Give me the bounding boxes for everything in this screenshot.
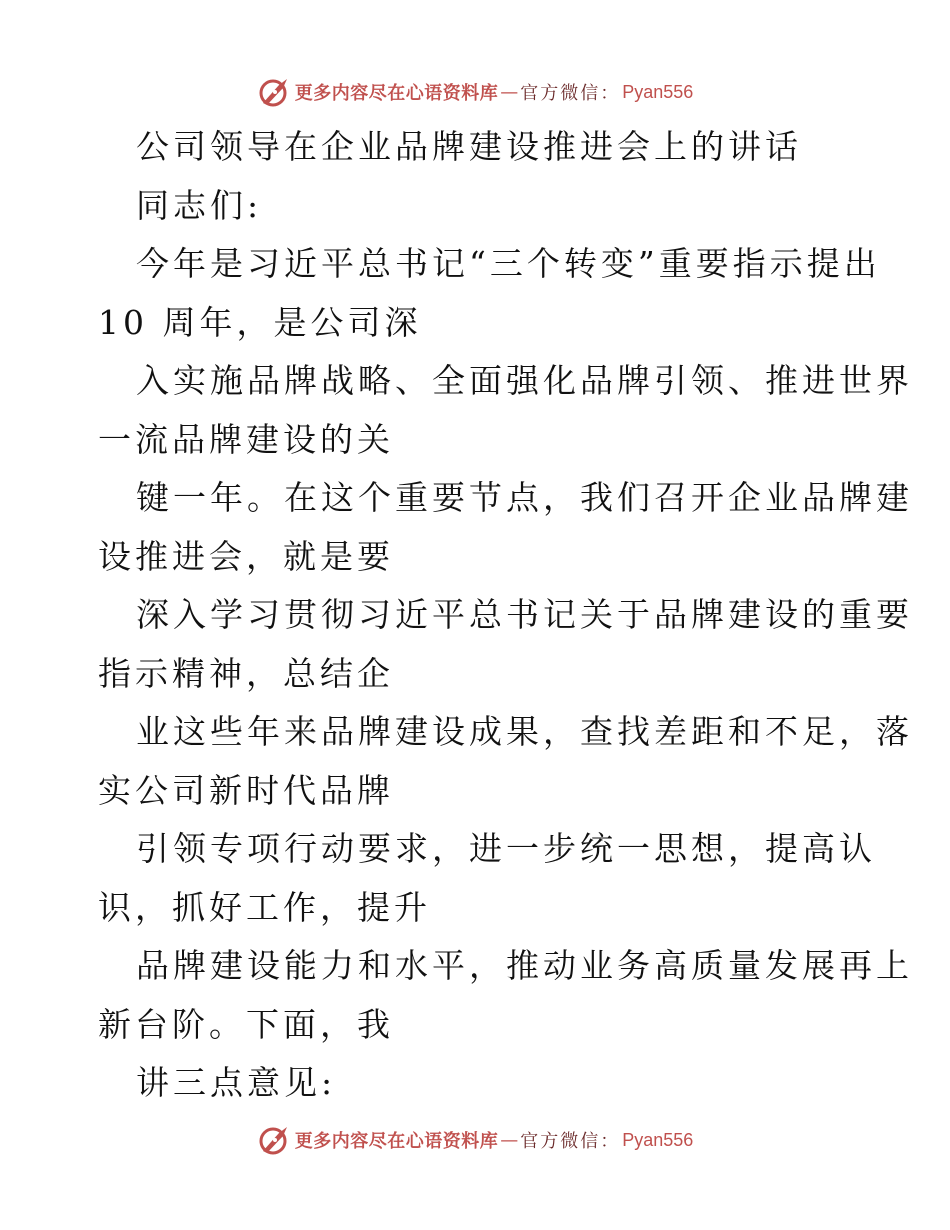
- pen-nib-logo-icon: [257, 1123, 291, 1157]
- text-line: 一流品牌建设的关: [98, 419, 394, 459]
- document-body: [98, 118, 913, 1113]
- banner-separator: ：: [600, 1131, 619, 1152]
- banner-official-label: 官方微信: [520, 1131, 601, 1152]
- text-line: 指示精神，总结企: [98, 653, 394, 693]
- document-title-line: 公司领导在企业品牌建设推进会上的讲话: [136, 127, 802, 166]
- text-line: 品牌建设能力和水平，推动业务高质量发展再上: [136, 946, 913, 985]
- banner-brand-text: 更多内容尽在心语资料库: [294, 83, 499, 104]
- text-line: 10 周年，是公司深: [98, 302, 422, 342]
- text-line: 业这些年来品牌建设成果，查找差距和不足，落: [136, 712, 913, 751]
- banner-dash: —: [500, 1129, 519, 1151]
- banner-wechat-handle: Pyan556: [622, 81, 694, 102]
- text-line: 入实施品牌战略、全面强化品牌引领、推进世界: [136, 361, 913, 400]
- banner-official-label: 官方微信: [520, 83, 601, 104]
- text-line: 实公司新时代品牌: [98, 770, 394, 810]
- banner-brand-text: 更多内容尽在心语资料库: [294, 1131, 499, 1152]
- text-line: 引领专项行动要求，进一步统一思想，提高认: [136, 829, 876, 868]
- pen-nib-logo-icon: [257, 75, 291, 109]
- text-line: 新台阶。下面，我: [98, 1004, 394, 1044]
- text-line: 深入学习贯彻习近平总书记关于品牌建设的重要: [136, 595, 913, 634]
- text-line: 键一年。在这个重要节点，我们召开企业品牌建: [136, 478, 913, 517]
- header-watermark-banner: [0, 72, 950, 112]
- text-line: 讲三点意见:: [136, 1063, 337, 1102]
- text-line: 设推进会，就是要: [98, 536, 394, 576]
- text-line: 同志们:: [136, 185, 263, 225]
- text-line: 识，抓好工作，提升: [98, 887, 431, 927]
- text-line: 今年是习近平总书记“三个转变”重要指示提出: [136, 244, 881, 283]
- footer-watermark-banner: [0, 1120, 950, 1160]
- banner-dash: —: [500, 81, 519, 103]
- banner-wechat-handle: Pyan556: [622, 1129, 694, 1150]
- banner-separator: ：: [600, 83, 619, 104]
